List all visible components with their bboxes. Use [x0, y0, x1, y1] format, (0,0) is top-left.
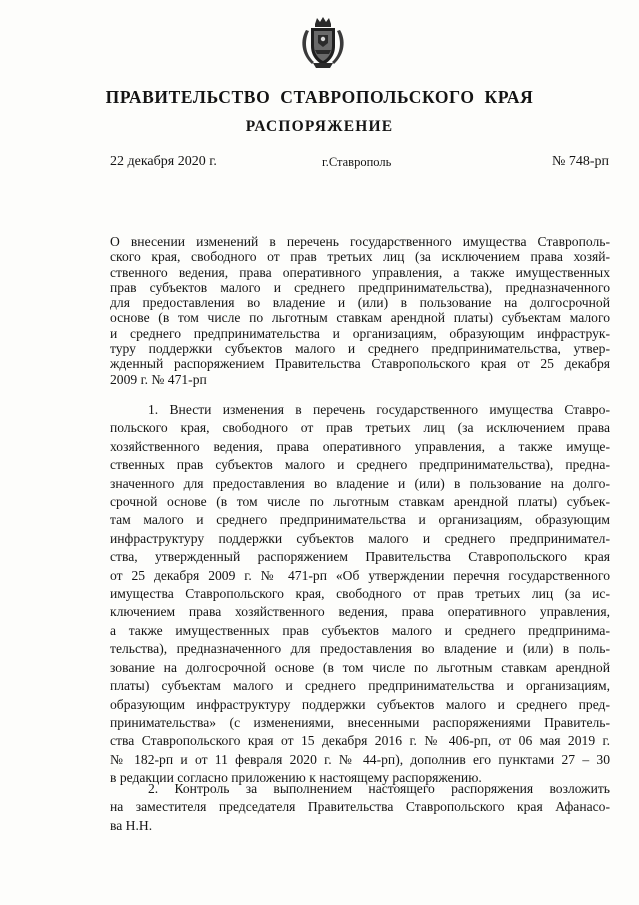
- document-type-heading: РАСПОРЯЖЕНИЕ: [245, 118, 394, 135]
- paragraph-1-line: ственных прав субъектов малого и среднего предпринимательства), предна-: [110, 457, 610, 473]
- paragraph-2-line: ва Н.Н.: [110, 817, 153, 833]
- paragraph-1-line: польского края, свободного от прав третьих лиц (за исключением права: [110, 420, 610, 436]
- coat-of-arms-emblem: [298, 16, 348, 70]
- coat-of-arms-icon: [298, 16, 348, 70]
- subject-line: прав субъектов малого и среднего предпринимательства), предназначенного: [110, 279, 610, 295]
- paragraph-1-line: тельства), предназначенного для предоставления во владение и (или) в поль-: [110, 641, 610, 657]
- paragraph-2-line: на заместителя председателя Правительства Ставропольского края Афанасо-: [110, 799, 610, 815]
- government-name-heading: ПРАВИТЕЛЬСТВО СТАВРОПОЛЬСКОГО КРАЯ: [105, 87, 534, 107]
- subject-line: 2009 г. № 471-рп: [110, 371, 207, 387]
- paragraph-1-line: значенного для предоставления во владение и (или) в пользование на долго-: [110, 475, 610, 491]
- paragraph-1-line: 1. Внести изменения в перечень государственного имущества Ставро-: [148, 402, 610, 417]
- document-subject: [110, 234, 610, 387]
- paragraph-1-line: хозяйственного ведения, права оперативного управления, а также имуще-: [110, 438, 610, 454]
- paragraph-2-line: 2. Контроль за выполнением настоящего распоряжения возложить: [148, 781, 610, 796]
- document-city: г.Ставрополь: [322, 155, 392, 169]
- paragraph-1-line: образующим инфраструктуру поддержки субъектов малого и среднего пред-: [110, 696, 610, 712]
- paragraph-1-line: ства, утвержденный распоряжением Правительства Ставропольского края: [110, 549, 610, 565]
- paragraph-1: [110, 401, 610, 788]
- paragraph-1-line: платы) субъектам малого и среднего предпринимательства и организациям,: [110, 678, 610, 694]
- paragraph-1-line: а также имущественных прав субъектов малого и среднего предпринима-: [110, 622, 610, 638]
- subject-line: туру поддержки субъектов малого и среднего предпринимательства, утвер-: [110, 341, 610, 357]
- subject-line: ского края, свободного от прав третьих лиц (за исключением права хозяй-: [110, 249, 610, 265]
- subject-line: ственного ведения, права оперативного управления, а также имущественных: [110, 264, 610, 280]
- subject-line: основе (в том числе по льготным ставкам арендной платы) субъектам малого: [110, 310, 610, 326]
- paragraph-1-line: ства Ставропольского края от 15 декабря 2016 г. № 406-рп, от 06 мая 2019 г.: [110, 733, 610, 749]
- document-date: 22 декабря 2020 г.: [110, 154, 217, 169]
- paragraph-1-line: инфраструктуру поддержки субъектов малого и среднего предпринимател-: [110, 530, 610, 546]
- subject-line: для предоставления во владение и (или) в пользование на долгосрочной: [110, 295, 610, 311]
- paragraph-1-line: там малого и среднего предпринимательства и организациям, образующим: [110, 512, 610, 528]
- paragraph-1-line: имущества Ставропольского края, свободного от прав третьих лиц (за ис-: [110, 586, 610, 602]
- paragraph-1-line: ключением права хозяйственного ведения, права оперативного управления,: [110, 604, 610, 620]
- paragraph-1-line: срочной основе (в том числе по льготным ставкам арендной платы) субъек-: [110, 494, 610, 510]
- paragraph-1-line: № 182-рп и от 11 февраля 2020 г. № 44-рп), дополнив его пунктами 27 – 30: [110, 751, 610, 767]
- paragraph-1-line: в редакции согласно приложению к настоящему распоряжению.: [110, 770, 482, 786]
- paragraph-1-line: зование на долгосрочной основе (в том числе по льготным ставкам арендной: [110, 659, 610, 675]
- subject-line: и среднего предпринимательства и организациям, образующим инфраструк-: [110, 325, 610, 341]
- document-number: № 748-рп: [551, 154, 609, 169]
- paragraph-1-line: принимательства» (с изменениями, внесенными распоряжениями Правитель-: [110, 714, 610, 730]
- subject-line: жденный распоряжением Правительства Ставропольского края от 25 декабря: [110, 356, 610, 372]
- subject-line: О внесении изменений в перечень государственного имущества Ставрополь-: [110, 234, 610, 249]
- paragraph-1-line: от 25 декабря 2009 г. № 471-рп «Об утверждении перечня государственного: [110, 567, 610, 583]
- paragraph-2: [110, 780, 610, 835]
